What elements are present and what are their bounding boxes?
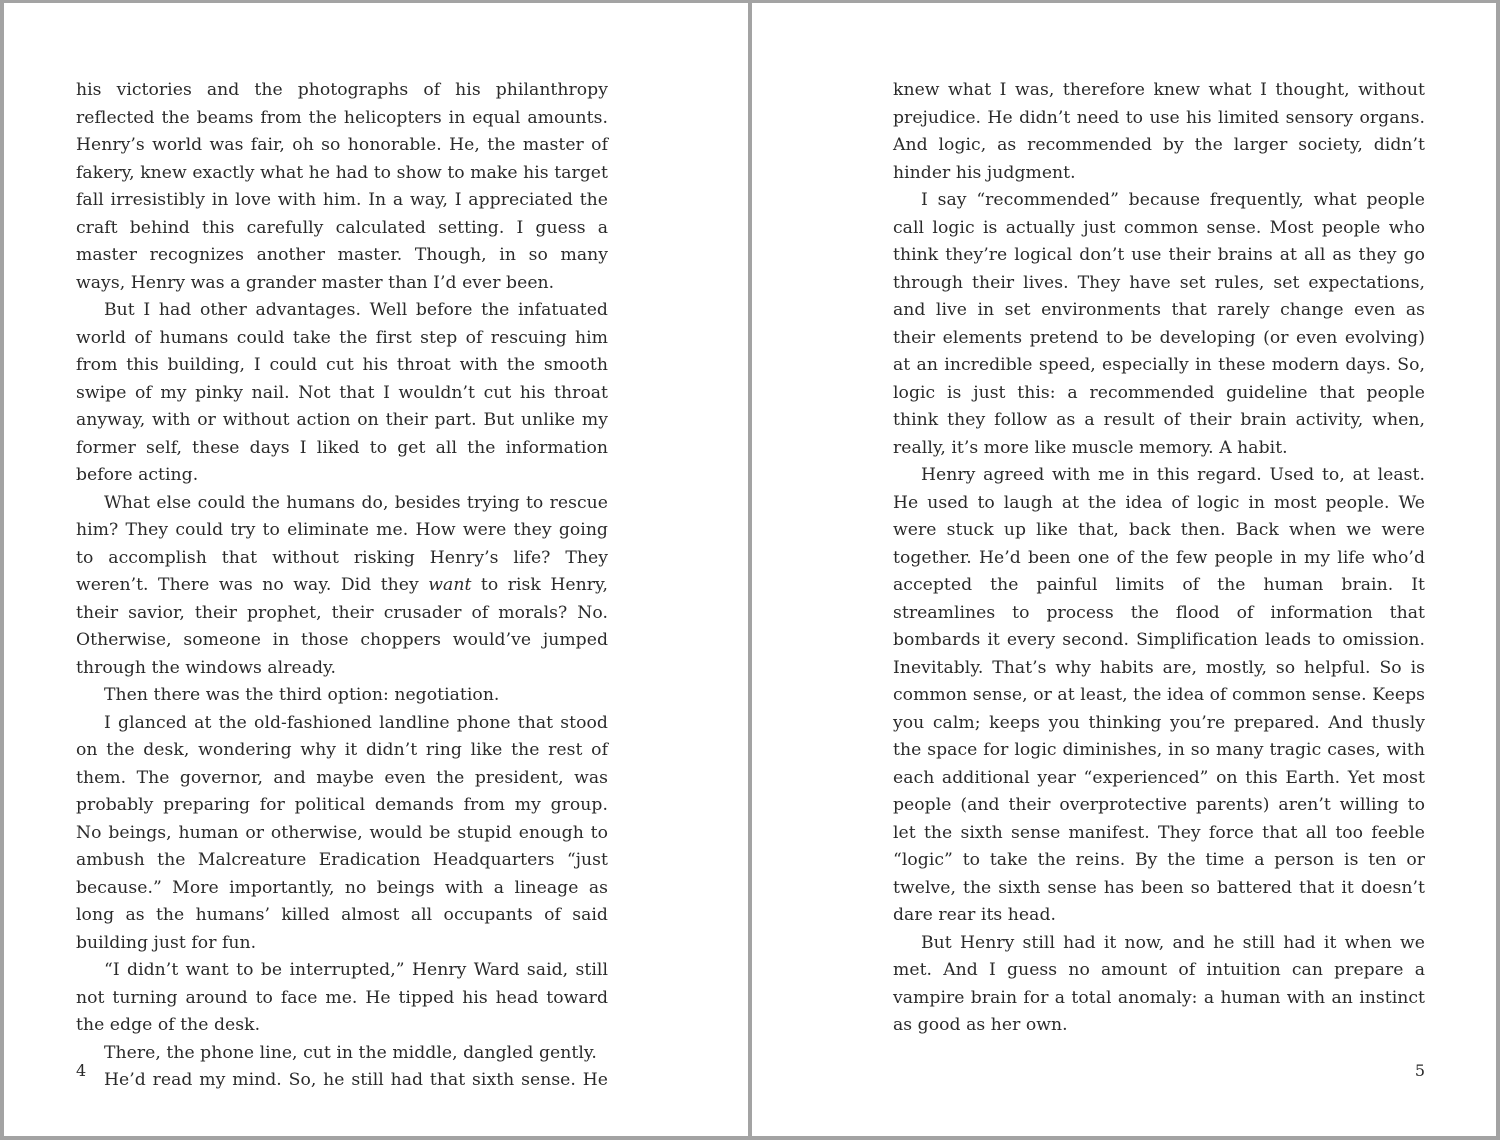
right-page-text xyxy=(893,77,1425,1040)
page-number: 5 xyxy=(1414,1061,1425,1080)
left-page-text xyxy=(76,77,608,1095)
paragraph: There, the phone line, cut in the middle, dangled gently. xyxy=(104,1042,597,1063)
paragraph: knew what I was, therefore knew what I thought, without prejudice. He didn’t need to use his limited sensory organs. And logic, as recommended by the larger society, didn’t hinder his judgment. xyxy=(893,80,1425,183)
paragraph: Then there was the third option: negotiation. xyxy=(104,685,500,705)
page-number: 4 xyxy=(76,1061,87,1080)
left-page xyxy=(4,3,748,1136)
paragraph: his victories and the photographs of his philanthropy reflected the beams from the helicopters in equal amounts. Henry’s world was fair, oh so honorable. He, the master of fakery, knew exactly what he had to show to make his target fall irresistibly in love with him. In a way, I appreciated the craft behind this carefully calculated setting. I guess a master recognizes another master. Though, in so many ways, Henry was a grander master than I’d ever been. xyxy=(76,80,608,293)
emphasized-word: want xyxy=(428,575,472,595)
paragraph xyxy=(76,490,608,683)
paragraph: “I didn’t want to be interrupted,” Henry Ward said, still not turning around to face me. He tipped his head toward the edge of the desk. xyxy=(76,960,608,1035)
paragraph: I say “recommended” because frequently, what people call logic is actually just common sense. Most people who think they’re logical don’t use their brains at all as they go through their lives. They have set rules, set expectations, and live in set environments that rarely change even as their elements pretend to be developing (or even evolving) at an incredible speed, especially in these modern days. So, logic is just this: a recommended guideline that people think they follow as a result of their brain activity, when, really, it’s more like muscle memory. A habit. xyxy=(893,190,1425,458)
paragraph: Henry agreed with me in this regard. Used to, at least. He used to laugh at the idea of logic in most people. We were stuck up like that, back then. Back when we were together. He’d been one of the few people in my life who’d accepted the painful limits of the human brain. It streamlines to process the flood of information that bombards it every second. Simplification leads to omission. Inevitably. That’s why habits are, mostly, so helpful. So is common sense, or at least, the idea of common sense. Keeps you calm; keeps you thinking you’re prepared. And thusly the space for logic diminishes, in so many tragic cases, with each additional year “experienced” on this Earth. Yet most people (and their overprotective parents) aren’t willing to let the sixth sense manifest. They force that all too feeble “logic” to take the reins. By the time a person is ten or twelve, the sixth sense has been so battered that it doesn’t dare rear its head. xyxy=(893,465,1425,925)
paragraph: He’d read my mind. So, he still had that sixth sense. He xyxy=(104,1070,608,1090)
paragraph-text: What else could the humans do, besides trying to rescue him? They could try to eliminate me. How were they going to accomplish that without risking Henry’s life? They weren’t. There was no way. Did they xyxy=(76,492,608,595)
paragraph: But I had other advantages. Well before the infatuated world of humans could take the first step of rescuing him from this building, I could cut his throat with the smooth swipe of my pinky nail. Not that I wouldn’t cut his throat anyway, with or without action on their part. But unlike my former self, these days I liked to get all the information before acting. xyxy=(76,300,608,485)
right-page xyxy=(752,3,1496,1136)
paragraph: I glanced at the old-fashioned landline phone that stood on the desk, wondering why it didn’t ring like the rest of them. The governor, and maybe even the president, was probably preparing for political demands from my group. No beings, human or otherwise, would be stupid enough to ambush the Malcreature Eradication Headquarters “just because.” More importantly, no beings with a lineage as long as the humans’ killed almost all occupants of said building just for fun. xyxy=(76,712,608,953)
paragraph-text: to risk Henry, their savior, their prophet, their crusader of morals? No. Otherwise, someone in those choppers would’ve jumped through the windows already. xyxy=(76,575,608,678)
paragraph: But Henry still had it now, and he still had it when we met. And I guess no amount of intuition can prepare a vampire brain for a total anomaly: a human with an instinct as good as her own. xyxy=(893,932,1425,1035)
